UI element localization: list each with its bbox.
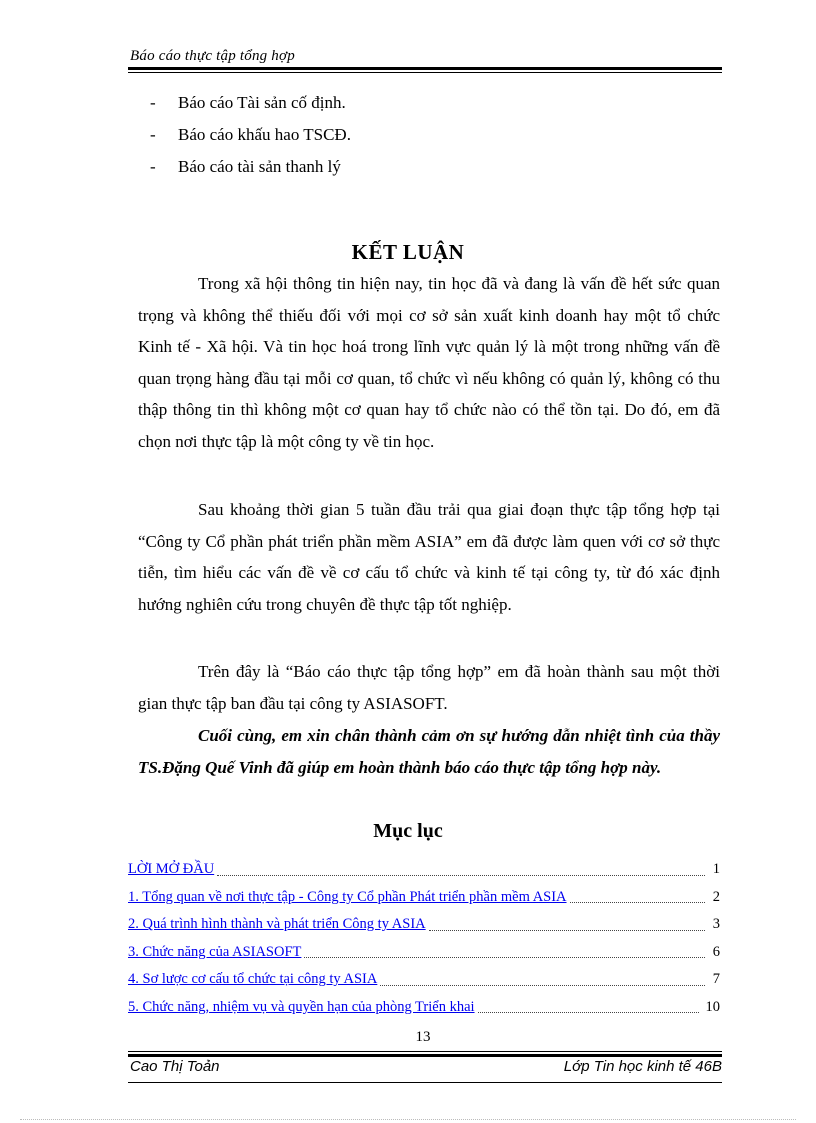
- footer-rule-thin: [128, 1051, 722, 1052]
- list-item-text: Báo cáo Tài sản cố định.: [178, 93, 346, 112]
- footer-rule-thick: [128, 1054, 722, 1057]
- page-number: 13: [415, 1029, 431, 1045]
- toc-entry: [128, 939, 720, 967]
- toc-leader: [380, 984, 705, 986]
- conclusion-paragraph-2: Sau khoảng thời gian 5 tuần đầu trải qua giai đoạn thực tập tổng hợp tại “Công ty Cổ phần phát triển phần mềm ASIA” em đã được làm quen với cơ sở thực tiễn, tìm hiểu các vấn đề về cơ cấu tổ chức và kinh tế tại công ty, từ đó xác định hướng nghiên cứu trong chuyên đề thực tập tốt nghiệp.: [138, 500, 720, 614]
- toc-page-number: 10: [705, 998, 720, 1015]
- toc-leader: [570, 901, 705, 903]
- list-item: [150, 124, 351, 156]
- toc-leader: [217, 874, 705, 876]
- footer-class: Lớp Tin học kinh tế 46B: [563, 1058, 722, 1075]
- toc-page-number: 7: [712, 971, 720, 988]
- report-bullet-list: [150, 92, 351, 188]
- toc-leader: [304, 956, 705, 958]
- footer-bottom-rule: [128, 1082, 722, 1083]
- toc-title: Mục lục: [373, 820, 443, 842]
- toc-leader: [429, 929, 705, 931]
- toc-entry: [128, 911, 720, 939]
- toc-page-number: 6: [712, 943, 720, 960]
- bullet-marker: -: [150, 157, 156, 176]
- conclusion-paragraph-1: Trong xã hội thông tin hiện nay, tin học đã và đang là vấn đề hết sức quan trọng và không thể thiếu đối với mọi cơ sở sản xuất kinh doanh hay một tổ chức Kinh tế - Xã hội. Và tin học hoá trong lĩnh vực quản lý là một trong những vấn đề quan trọng hàng đầu tại mỗi cơ quan, tổ chức vì nếu không có quản lý, không có thu thập thông tin thì không một cơ quan hay tổ chức nào có thể tồn tại. Do đó, em đã chọn nơi thực tập là một công ty về tin học.: [138, 274, 720, 451]
- toc-page-number: 2: [712, 888, 720, 905]
- list-item: [150, 156, 351, 188]
- toc-link-intro[interactable]: LỜI MỞ ĐẦU: [128, 861, 215, 878]
- toc-entry: [128, 884, 720, 912]
- toc-entry: [128, 994, 720, 1022]
- toc-link-section-5[interactable]: 5. Chức năng, nhiệm vụ và quyền hạn của phòng Triển khai: [128, 998, 475, 1015]
- toc-page-number: 1: [712, 861, 720, 878]
- table-of-contents: [128, 856, 720, 1021]
- header-rule-thick: [128, 67, 722, 70]
- conclusion-paragraph-3: Trên đây là “Báo cáo thực tập tổng hợp” em đã hoàn thành sau một thời gian thực tập ban đầu tại công ty ASIASOFT.: [138, 662, 720, 713]
- toc-link-section-3[interactable]: 3. Chức năng của ASIASOFT: [128, 943, 302, 960]
- bullet-marker: -: [150, 93, 156, 112]
- header-rule-thin: [128, 72, 722, 73]
- toc-entry: [128, 966, 720, 994]
- running-header: Báo cáo thực tập tổng hợp: [130, 48, 295, 64]
- toc-link-section-1[interactable]: 1. Tổng quan về nơi thực tập - Công ty Cổ phần Phát triển phần mềm ASIA: [128, 888, 567, 905]
- toc-link-section-2[interactable]: 2. Quá trình hình thành và phát triển Công ty ASIA: [128, 916, 426, 933]
- footer-author: Cao Thị Toản: [130, 1058, 220, 1075]
- bullet-marker: -: [150, 125, 156, 144]
- acknowledgement-paragraph: Cuối cùng, em xin chân thành cảm ơn sự hướng dẫn nhiệt tình của thầy TS.Đặng Quế Vinh đã giúp em hoàn thành báo cáo thực tập tổng hợp này.: [138, 726, 720, 777]
- conclusion-title: KẾT LUẬN: [351, 240, 465, 264]
- toc-entry: [128, 856, 720, 884]
- toc-link-section-4[interactable]: 4. Sơ lược cơ cấu tổ chức tại công ty ASIA: [128, 971, 378, 988]
- list-item-text: Báo cáo tài sản thanh lý: [178, 157, 341, 176]
- list-item: [150, 92, 351, 124]
- list-item-text: Báo cáo khấu hao TSCĐ.: [178, 125, 351, 144]
- toc-leader: [478, 1011, 699, 1013]
- page-edge-dots: [20, 1119, 796, 1120]
- toc-page-number: 3: [712, 916, 720, 933]
